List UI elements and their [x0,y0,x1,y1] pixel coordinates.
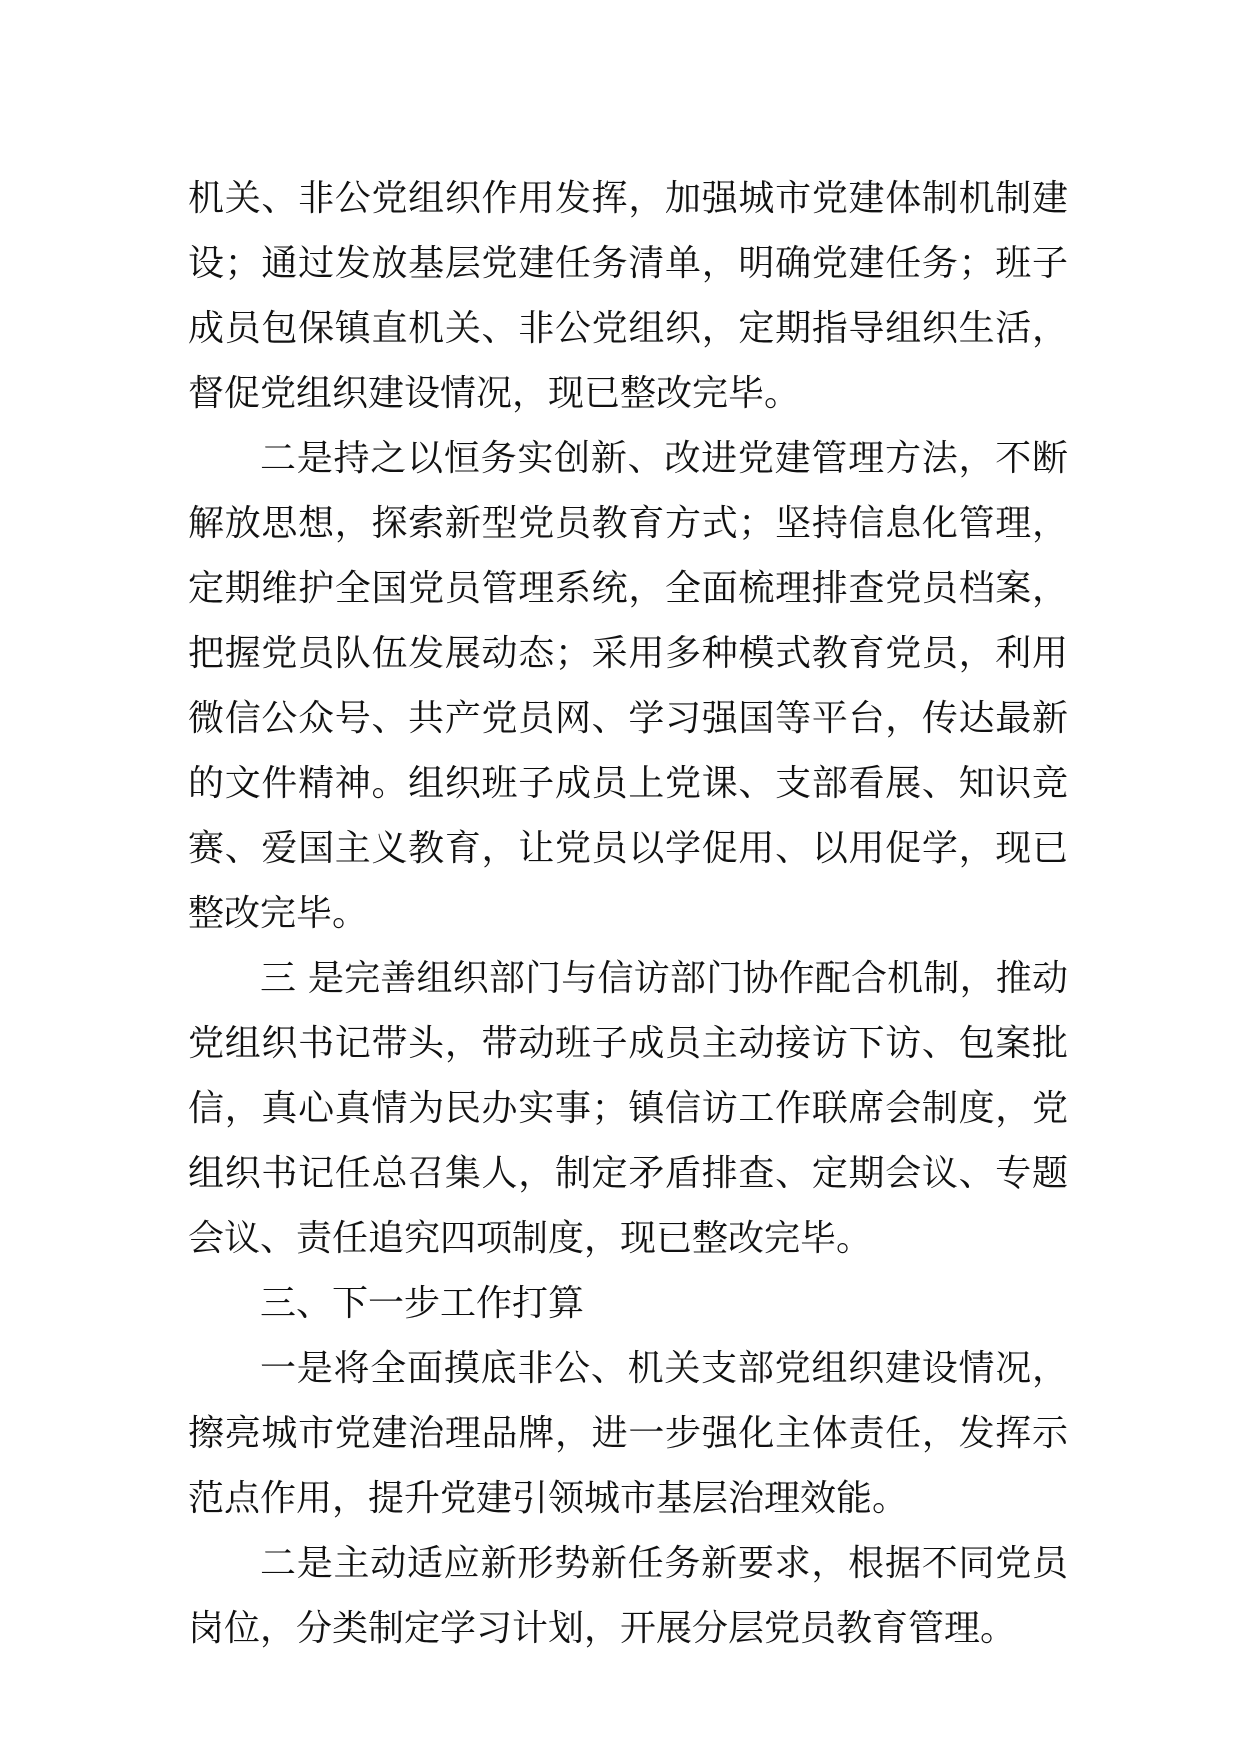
paragraph-plan-two: 二是主动适应新形势新任务新要求，根据不同党员岗位，分类制定学习计划，开展分层党员教育管理。 [188,1543,1068,1649]
section-heading: 三、下一步工作打算 [260,1283,585,1324]
document-body [188,166,1068,1661]
paragraph-plan-one: 一是将全面摸底非公、机关支部党组织建设情况，擦亮城市党建治理品牌，进一步强化主体责任，发挥示范点作用，提升党建引领城市基层治理效能。 [188,1348,1068,1519]
paragraph-item-three: 三 是完善组织部门与信访部门协作配合机制，推动党组织书记带头，带动班子成员主动接访下访、包案批信，真心真情为民办实事；镇信访工作联席会制度，党组织书记任总召集人，制定矛盾排查、定期会议、专题会议、责任追究四项制度，现已整改完毕。 [188,958,1068,1259]
paragraph-item-two: 二是持之以恒务实创新、改进党建管理方法，不断解放思想，探索新型党员教育方式；坚持信息化管理，定期维护全国党员管理系统，全面梳理排查党员档案，把握党员队伍发展动态；采用多种模式教育党员，利用微信公众号、共产党员网、学习强国等平台，传达最新的文件精神。组织班子成员上党课、支部看展、知识竞赛、爱国主义教育，让党员以学促用、以用促学，现已整改完毕。 [188,438,1068,934]
paragraph-continuation: 机关、非公党组织作用发挥，加强城市党建体制机制建设；通过发放基层党建任务清单，明确党建任务；班子成员包保镇直机关、非公党组织，定期指导组织生活，督促党组织建设情况，现已整改完毕。 [188,178,1068,414]
